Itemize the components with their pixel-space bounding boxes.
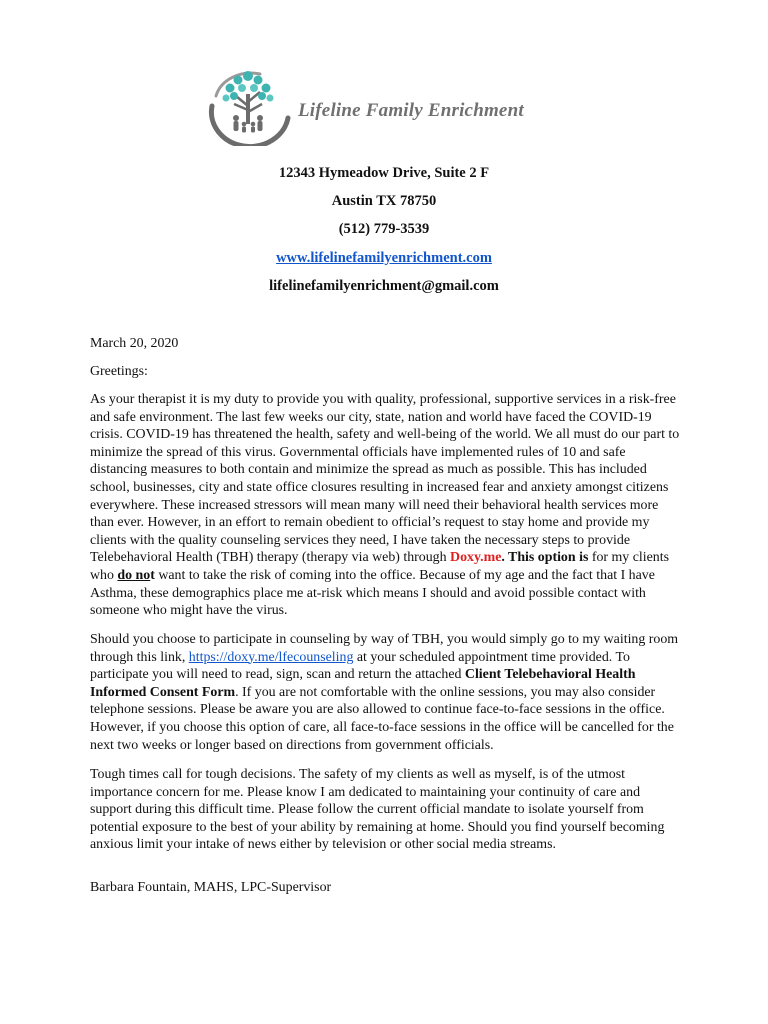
tree-family-logo-icon <box>200 66 300 146</box>
p1-text-b: for my clients who <box>90 550 669 583</box>
website-link[interactable]: www.lifelinefamilyenrichment.com <box>276 250 492 266</box>
p1-text-c: want to take the risk of coming into the office. Because of my age and the fact that I have Asthma, these demographics place me at-risk which means I should and avoid possible contact with someone who might have the virus. <box>90 567 655 619</box>
email-address: lifelinefamilyenrichment@gmail.com <box>269 278 499 294</box>
paragraph-3: Tough times call for tough decisions. The safety of my clients as well as myself, is of the utmost importance concern for me. Please know I am dedicated to maintaining your continuity of care and support during this difficult time. Please follow the current official mandate to isolate yourself from potential exposure to the best of your ability by remaining at home. Should you find yourself becoming anxious limit your intake of news either by television or other social media streams. <box>90 767 665 853</box>
phone-number: (512) 779-3539 <box>338 221 430 237</box>
signature: Barbara Fountain, MAHS, LPC-Supervisor <box>90 880 332 895</box>
paragraph-1 <box>90 391 680 620</box>
p2-text-c: . If you are not comfortable with the online sessions, you may also consider telephone sessions. Please be aware you are also allowed to continue face-to-face sessions in the office. However, if you choose this option of care, all face-to-face sessions in the office will be cancelled for the next two weeks or longer based on directions from government officials. <box>90 684 674 753</box>
doxy-me-highlight: Doxy.me <box>450 550 502 566</box>
letter-date: March 20, 2020 <box>90 336 179 351</box>
city-line: Austin TX 78750 <box>331 193 437 209</box>
option-bold-text: . This option is <box>501 550 589 566</box>
doxy-waiting-room-link[interactable]: https://doxy.me/lfecounseling <box>188 649 354 665</box>
greeting: Greetings: <box>90 364 148 379</box>
p1-text-a: As your therapist it is my duty to provide you with quality, professional, supportive services in a risk-free and safe environment. The last few weeks our city, state, nation and world have faced the COVID-19 crisis. COVID-19 has threatened the health, safety and well-being of the world. We all must do our part to minimize the spread of this virus. Governmental officials have implemented rules of 10 and safe distancing measures to both contain and minimize the spread as much as possible. This has included school, businesses, city and state office closures resulting in increased fear and anxiety amongst citizens everywhere. These increased stressors will mean many will need their behavioral health services more than ever. However, in an effort to remain obedient to official’s request to stay home and provide my clients with the quality counseling services they need, I have taken the necessary steps to provide Telebehavioral Health (TBH) therapy (therapy via web) through <box>90 392 680 566</box>
address-line: 12343 Hymeadow Drive, Suite 2 F <box>278 165 490 181</box>
do-not-emphasis: do no <box>117 567 151 583</box>
p2-text-a: Should you choose to participate in counseling by way of TBH, you would simply go to my waiting room through this link, <box>90 632 679 665</box>
do-not-emphasis-tail: t <box>150 567 155 583</box>
paragraph-2 <box>90 631 680 754</box>
website-row <box>0 250 768 267</box>
consent-form-name: Client Telebehavioral Health Informed Consent Form <box>90 667 636 700</box>
org-name: Lifeline Family Enrichment <box>298 100 524 121</box>
p2-text-b: at your scheduled appointment time provided. To participate you will need to read, sign, scan and return the attached <box>90 649 630 683</box>
logo <box>200 66 580 146</box>
